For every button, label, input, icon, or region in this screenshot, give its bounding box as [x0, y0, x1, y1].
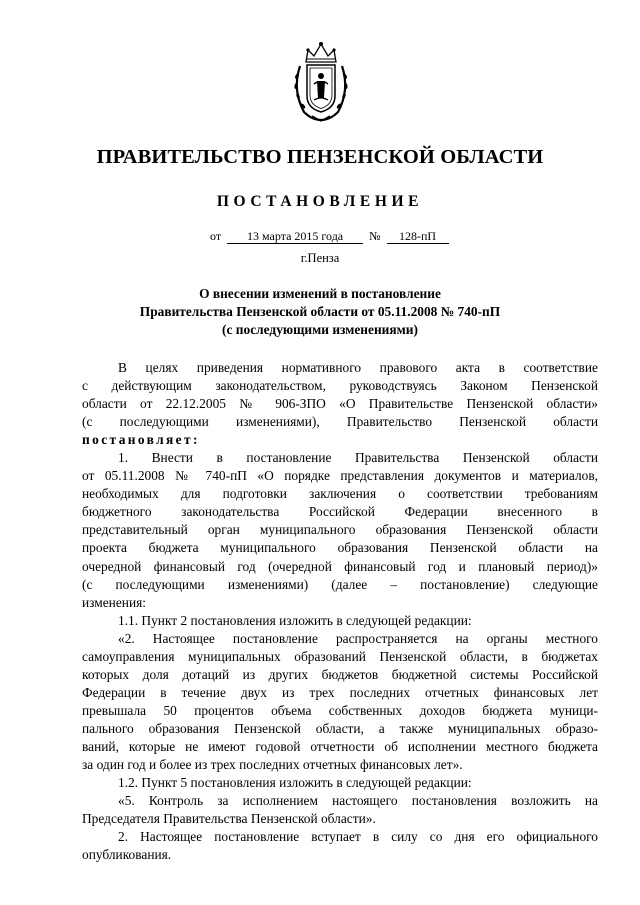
title-line: О внесении изменений в постановление: [199, 286, 441, 301]
body-line: самоуправления муниципальных образований Пензенской области, в бюджетах: [82, 648, 598, 664]
body-line: (с последующими изменениями) (далее – постановление) следующие: [82, 576, 598, 592]
body-line: области от 22.12.2005 № 906-ЗПО «О Правительстве Пензенской области»: [82, 396, 598, 412]
body-line: «2. Настоящее постановление распространяется на органы местного: [118, 630, 598, 646]
body-line: В целях приведения нормативного правового акта в соответствие: [118, 360, 598, 375]
date-prefix: от: [210, 229, 222, 243]
body-line: Федерации в течение двух из трех последних отчетных финансовых лет: [82, 684, 598, 700]
document-title: [0, 285, 640, 339]
body-line: пального образования Пензенской области, а также муниципальных образо-: [82, 720, 598, 736]
document-number: 128-пП: [387, 229, 449, 244]
resolution-word: постановляет:: [82, 432, 200, 448]
body-line: бюджетного законодательства Российской Федерации внесенного в: [82, 504, 598, 520]
body-line: превышала 50 процентов объема собственных доходов бюджета муници-: [82, 702, 598, 718]
body-line: очередной финансовый год (очередной финансовый год и плановый период)»: [82, 558, 598, 574]
city: г.Пенза: [300, 251, 340, 265]
organization-name: ПРАВИТЕЛЬСТВО ПЕНЗЕНСКОЙ ОБЛАСТИ: [96, 146, 544, 168]
body-line: (с последующими изменениями), Правительство Пензенской области: [82, 414, 598, 430]
body-line: ваний, которые не имеют годовой отчетности об исполнении местного бюджета: [82, 738, 598, 754]
body-line: изменения:: [82, 594, 147, 610]
body-line: 1.2. Пункт 5 постановления изложить в следующей редакции:: [118, 775, 472, 791]
document-body: [82, 359, 598, 864]
body-line: представительный орган муниципального образования Пензенской области: [82, 522, 598, 538]
body-line: 1. Внести в постановление Правительства Пензенской области: [118, 450, 598, 466]
body-line: 2. Настоящее постановление вступает в силу со дня его официального: [118, 829, 598, 845]
body-line: за один год и более из трех последних отчетных финансовых лет».: [82, 757, 463, 773]
body-line: с действующим законодательством, руководствуясь Законом Пензенской: [82, 378, 598, 394]
document-type: ПОСТАНОВЛЕНИЕ: [216, 193, 424, 210]
title-line: (с последующими изменениями): [222, 322, 418, 337]
body-line: 1.1. Пункт 2 постановления изложить в следующей редакции:: [118, 612, 472, 628]
title-line: Правительства Пензенской области от 05.11.2008 № 740-пП: [139, 304, 501, 319]
body-line: проекта бюджета муниципального образования Пензенской области на: [82, 540, 598, 556]
body-line: которых доля дотаций из других бюджетов бюджетной системы Российской: [82, 666, 598, 682]
document-date: 13 марта 2015 года: [227, 229, 363, 244]
body-line: от 05.11.2008 № 740-пП «О порядке представления документов и материалов,: [82, 468, 598, 484]
body-line: опубликования.: [82, 847, 172, 863]
number-prefix: №: [369, 229, 381, 243]
date-number-line: [210, 229, 449, 244]
pensa-region-emblem: [290, 40, 352, 122]
body-line: необходимых для подготовки заключения о соответствии требованиям: [82, 486, 598, 502]
body-line: Председателя Правительства Пензенской области».: [82, 811, 376, 827]
body-line: «5. Контроль за исполнением настоящего постановления возложить на: [118, 793, 598, 809]
